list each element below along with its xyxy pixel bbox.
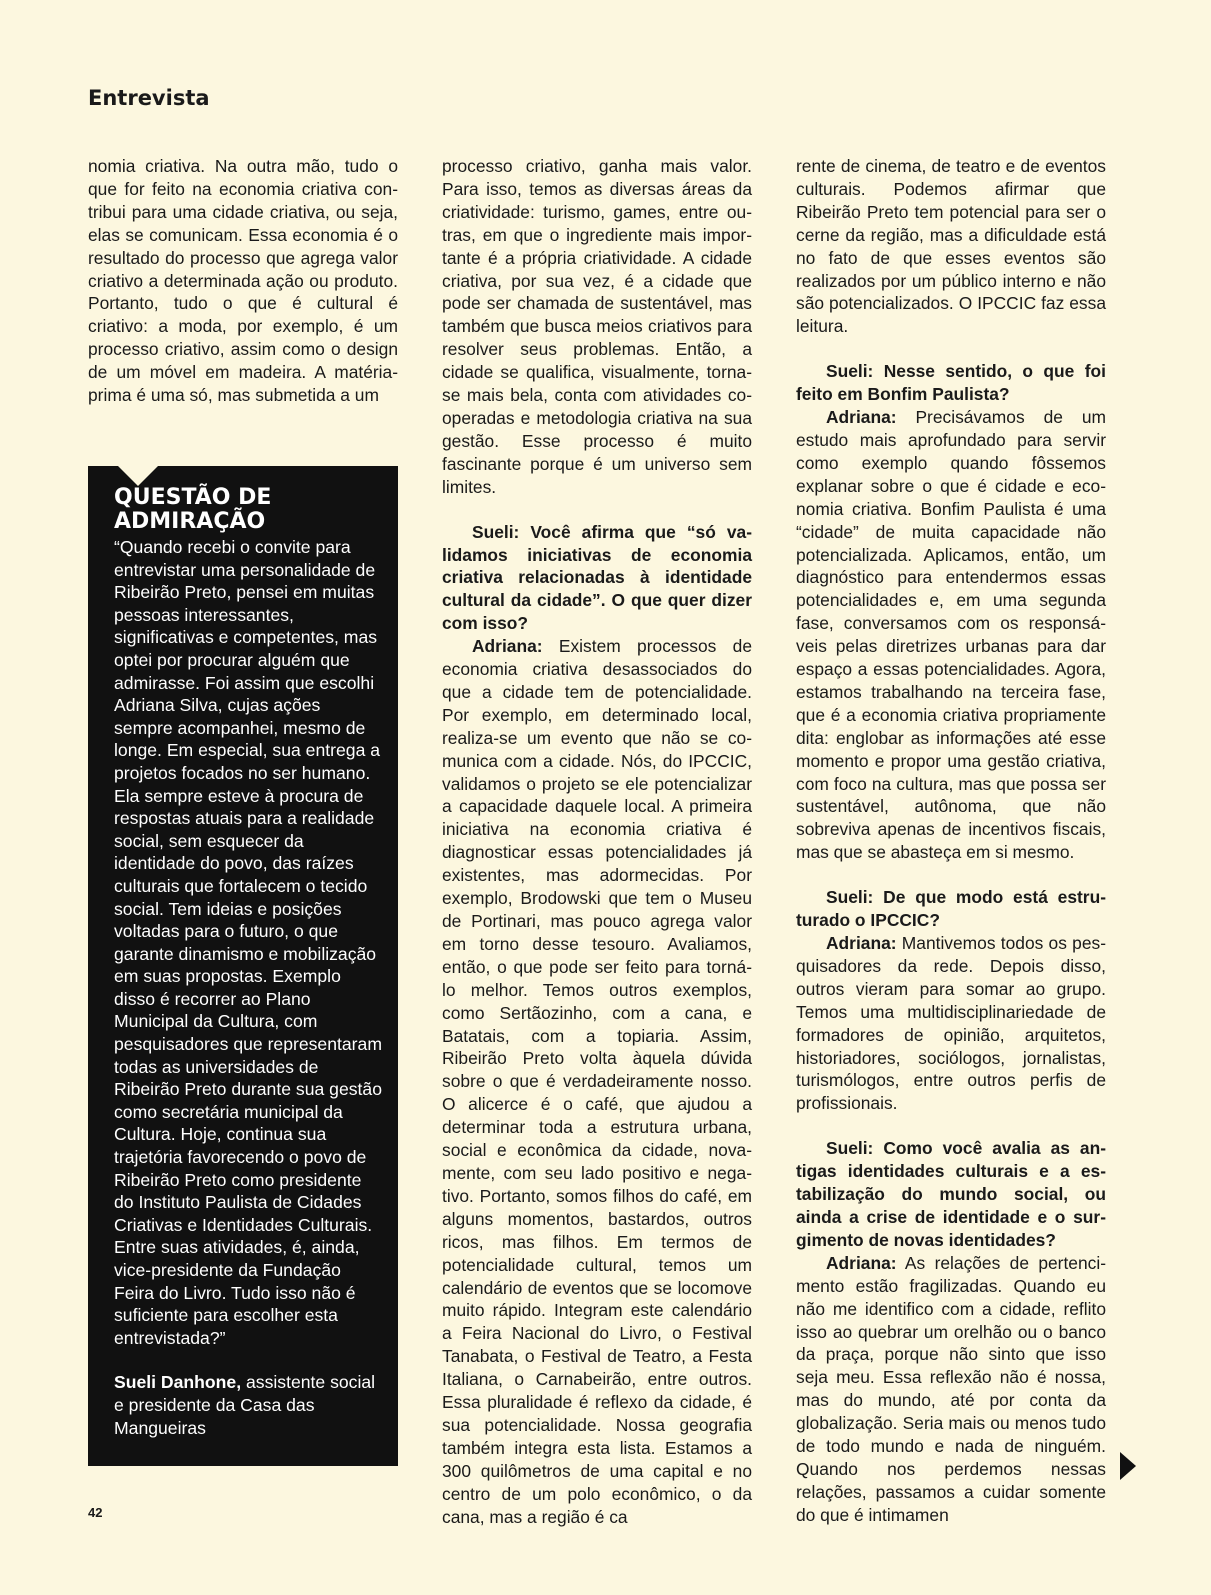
page-number: 42: [88, 1505, 103, 1520]
sidebox-title: QUESTÃO DE ADMIRAÇÃO: [114, 485, 272, 534]
article-column-1: [88, 155, 398, 407]
sidebox-quote: “Quando recebi o convite para entrevistar uma personalidade de Ribeirão Preto, pensei em muitas pessoas interessantes, significativas e competentes, mas optei por procurar alguém que admirasse. Foi assim que escolhi Adriana Silva, cujas ações sempre acompanhei, mesmo de longe. Em especial, sua entrega a projetos focados no ser humano. Ela sempre esteve à procura de respostas atuais para a realidade social, sem esquecer da identidade do povo, das raízes culturais que fortalecem o tecido social. Tem ideias e posições voltadas para o futuro, o que garante dinamismo e mobilização em suas propostas. Exemplo disso é recorrer ao Plano Municipal da Cultura, com pesquisadores que representaram todas as universidades de Ribeirão Preto durante sua gestão como secretária municipal da Cultura. Hoje, continua sua trajetória favorecendo o povo de Ribeirão Preto como presidente do Instituto Paulista de Cidades Criativas e Identidades Culturais. Entre suas atividades, é, ainda, vice-presidente da Fundação Feira do Livro. Tudo isso não é suficiente para escolher esta entrevistada?”: [114, 537, 382, 1348]
paragraph: rente de cinema, de teatro e de eventos culturais. Podemos afirmar que Ribeirão Preto tem potencial para ser o cerne da região, mas a dificuldade está no fato de que esses eventos são realizados por um público interno e não são potencializados. O IPCCIC faz essa leitura.: [796, 156, 1106, 337]
interview-question: Sueli: Como você avalia as antigas identidades culturais e a estabilização do mundo social, ou ainda a crise de identidade e o surgimento de novas identidades?: [796, 1138, 1106, 1250]
signature-name: Sueli Danhone,: [114, 1372, 242, 1393]
quote-sidebox: [88, 466, 398, 1466]
speaker-label: Adriana:: [472, 636, 543, 657]
interview-answer: [796, 932, 1106, 1115]
speaker-label: Adriana:: [826, 933, 897, 953]
continue-arrow-icon: [1120, 1452, 1136, 1480]
answer-text: Existem processos de economia criativa desassociados do que a cidade tem de potencialidade. Por exemplo, em determinado local, realiza-se um evento que não se comunica com a cidade. Nós, do IPCCIC, validamos o projeto se ele potencializar a capacidade daquele local. A primeira iniciativa na economia criativa é diagnosticar essas potencialidades já existentes, mas adormecidas. Por exemplo, Brodowski que tem o Museu de Portinari, mas pouco agrega valor em torno desse tesouro. Avaliamos, então, o que pode ser feito para torná-lo melhor. Temos outros exemplos, como Sertãozinho, com a cana, e Batatais, com a topiaria. Assim, Ribeirão Preto volta àquela dúvida sobre o que é verdadeiramente nosso. O alicerce é o café, que ajudou a determinar toda a estrutura urbana, social e econômica da cidade, novamente, com seu lado positivo e negativo. Portanto, somos filhos do café, em alguns momentos, bastardos, outros ricos, mas filhos. Em termos de potencialidade cultural, temos um calendário de eventos que se locomove muito rápido. Integram este calendário a Feira Nacional do Livro, o Festival Tanabata, o Festival de Teatro, a Festa Italiana, o Carnabeirão, entre outros. Essa pluralidade é reflexo da cidade, é sua potencialidade. Nossa geografia também integra esta lista. Estamos a 300 quilômetros de uma capital e no centro de um polo econômico, o da cana, mas a região é ca: [442, 636, 752, 1527]
interview-answer: [442, 635, 752, 1528]
paragraph: processo criativo, ganha mais valor. Para isso, temos as diversas áreas da criatividade: turismo, games, entre outras, em que o ingrediente mais importante é a própria criatividade. A cidade criativa, por sua vez, é a cidade que pode ser chamada de sustentável, mas também que busca meios criativos para resolver seus problemas. Então, a cidade se qualifica, visualmente, torna-se mais bela, conta com atividades cooperadas e metodologia criativa na sua gestão. Esse processo é muito fascinante porque é um universo sem limites.: [442, 156, 752, 497]
speaker-label: Adriana:: [826, 1252, 897, 1273]
answer-text: Mantivemos todos os pesquisadores da rede. Depois disso, outros vieram para somar ao grupo. Temos uma multidisciplinariedade de formadores de opinião, arquitetos, historiadores, sociólogos, jornalistas, turismólogos, entre outros perfis de profissionais.: [796, 933, 1106, 1114]
interview-answer: [796, 406, 1106, 864]
article-column-2: [442, 155, 752, 1528]
interview-question: Sueli: Você afirma que “só validamos iniciativas de economia criativa relacionadas à identidade cultural da cidade”. O que quer dizer com isso?: [442, 521, 752, 634]
article-column-3: [796, 155, 1106, 1527]
speaker-label: Adriana:: [826, 407, 897, 428]
sidebox-signature: [114, 1371, 382, 1439]
interview-answer: [796, 1252, 1106, 1527]
interview-question: Sueli: Nesse sentido, o que foi feito em Bonfim Paulista?: [796, 361, 1106, 405]
answer-text: Precisávamos de um estudo mais aprofundado para servir como exemplo quando fôssemos explanar sobre o que é cidade e economia criativa. Bonfim Paulista é uma “cidade” de muita capacidade não potencializada. Aplicamos, então, um diagnóstico para entendermos essas potencialidades e, em uma segunda fase, conversamos com os responsáveis pelas diretrizes urbanas para dar espaço a essas potencialidades. Agora, estamos trabalhando na terceira fase, que é a economia criativa propriamente dita: englobar as informações até esse momento e propor uma gestão criativa, com foco na cultura, mas que possa ser sustentável, autônoma, que não sobreviva apenas de incentivos fiscais, mas que se abasteça em si mesmo.: [796, 407, 1106, 863]
answer-text: As relações de pertencimento estão fragilizadas. Quando eu não me identifico com a cidade, reflito isso ao quebrar um orelhão ou o banco da praça, porque não sinto que isso seja meu. Essa reflexão não é nossa, mas do mundo, até por conta da globalização. Seria mais ou menos tudo de todo mundo e nada de ninguém. Quando nos perdemos nessas relações, passamos a cuidar somente do que é intimamen: [796, 1252, 1106, 1525]
sidebox-notch-decoration: [118, 466, 158, 486]
paragraph: nomia criativa. Na outra mão, tudo o que for feito na economia criativa contribui para uma cidade criativa, ou seja, elas se comunicam. Essa economia é o resultado do processo que agrega valor criativo a determinada ação ou produto. Portanto, tudo o que é cultural é criativo: a moda, por exemplo, é um processo criativo, assim como o design de um móvel em madeira. A matéria-prima é uma só, mas submetida a um: [88, 156, 398, 406]
section-label: Entrevista: [88, 86, 210, 110]
interview-question: Sueli: De que modo está estruturado o IPCCIC?: [796, 887, 1106, 931]
signature-role: assistente social e presidente da Casa das Mangueiras: [114, 1372, 376, 1438]
